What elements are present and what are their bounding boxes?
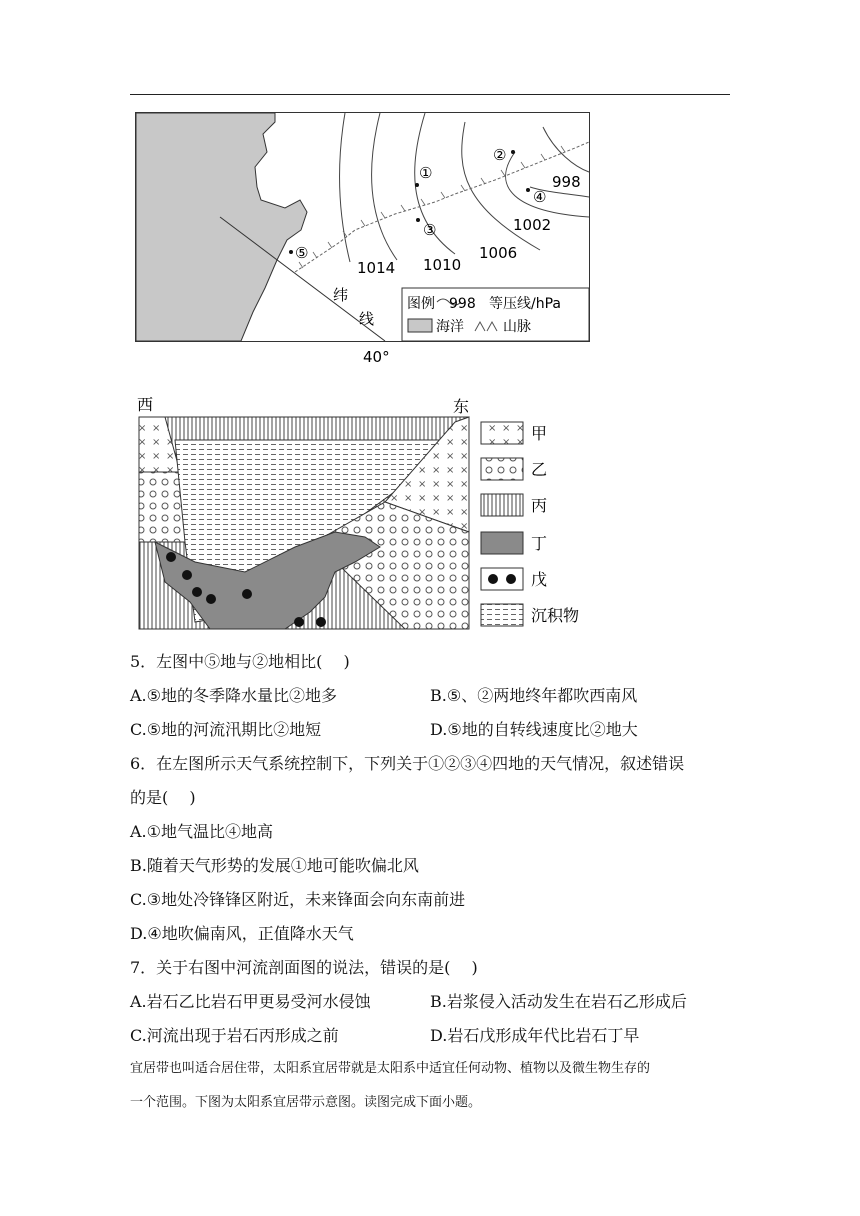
isobar-label-1002: 1002 — [513, 216, 552, 234]
isobar-label-1014: 1014 — [357, 259, 396, 277]
question-5-option-c[interactable]: C.⑤地的河流汛期比②地短 — [130, 720, 322, 739]
isobar-label-1006: 1006 — [479, 244, 518, 262]
latitude-char-2: 线 — [359, 310, 375, 328]
point-3-label: ③ — [423, 221, 437, 239]
question-5-option-b[interactable]: B.⑤、②两地终年都吹西南风 — [430, 686, 638, 705]
question-5-option-a[interactable]: A.⑤地的冬季降水量比②地多 — [130, 686, 337, 705]
question-5-stem: 5．左图中⑤地与②地相比( ) — [130, 652, 350, 671]
question-7-option-a[interactable]: A.岩石乙比岩石甲更易受河水侵蚀 — [130, 992, 371, 1011]
isobar-label-998: 998 — [552, 173, 581, 191]
legend-sediment: 沉积物 — [531, 606, 580, 625]
direction-west: 西 — [137, 395, 154, 414]
question-7-option-d[interactable]: D.岩石戊形成年代比岩石丁早 — [430, 1026, 640, 1045]
latitude-value: 40° — [363, 348, 390, 366]
latitude-char-1: 纬 — [333, 286, 349, 304]
legend-wu: 戊 — [531, 570, 548, 589]
question-6-stem-line2: 的是( ) — [130, 788, 196, 807]
point-1-label: ① — [419, 164, 433, 182]
question-6-option-d[interactable]: D.④地吹偏南风，正值降水天气 — [130, 924, 354, 943]
map-legend-isobar-value: 998 — [449, 296, 476, 312]
direction-east: 东 — [453, 397, 470, 416]
question-6-option-a[interactable]: A.①地气温比④地高 — [130, 822, 273, 841]
question-6-option-c[interactable]: C.③地处冷锋锋区附近，未来锋面会向东南前进 — [130, 890, 466, 909]
question-6-option-b[interactable]: B.随着天气形势的发展①地可能吹偏北风 — [130, 856, 419, 875]
point-5-label: ⑤ — [295, 244, 309, 262]
legend-jia: 甲 — [531, 424, 548, 443]
header-rule — [130, 94, 730, 95]
isobar-label-1010: 1010 — [423, 256, 462, 274]
point-2-label: ② — [493, 146, 507, 164]
question-7-stem: 7．关于右图中河流剖面图的说法，错误的是( ) — [130, 958, 478, 977]
map-legend-isobar-label: 等压线/hPa — [489, 296, 561, 312]
river-cross-section — [135, 392, 595, 634]
legend-ding: 丁 — [531, 534, 548, 553]
intro-line-1: 宜居带也叫适合居住带，太阳系宜居带就是太阳系中适宜任何动物、植物以及微生物生存的 — [130, 1061, 651, 1076]
legend-yi: 乙 — [531, 460, 548, 479]
legend-bing: 丙 — [531, 496, 548, 515]
question-5-option-d[interactable]: D.⑤地的自转线速度比②地大 — [430, 720, 638, 739]
map-legend-title: 图例 — [407, 296, 435, 312]
ocean-swatch — [408, 319, 432, 332]
question-7-option-b[interactable]: B.岩浆侵入活动发生在岩石乙形成后 — [430, 992, 687, 1011]
weather-map — [135, 112, 595, 368]
map-legend-mountain: 山脉 — [503, 319, 531, 335]
map-legend-ocean: 海洋 — [436, 319, 464, 335]
point-4-label: ④ — [533, 188, 547, 206]
question-7-option-c[interactable]: C.河流出现于岩石丙形成之前 — [130, 1026, 339, 1045]
question-6-stem-line1: 6．在左图所示天气系统控制下，下列关于①②③④四地的天气情况，叙述错误 — [130, 754, 685, 773]
intro-line-2: 一个范围。下图为太阳系宜居带示意图。读图完成下面小题。 — [130, 1095, 482, 1110]
